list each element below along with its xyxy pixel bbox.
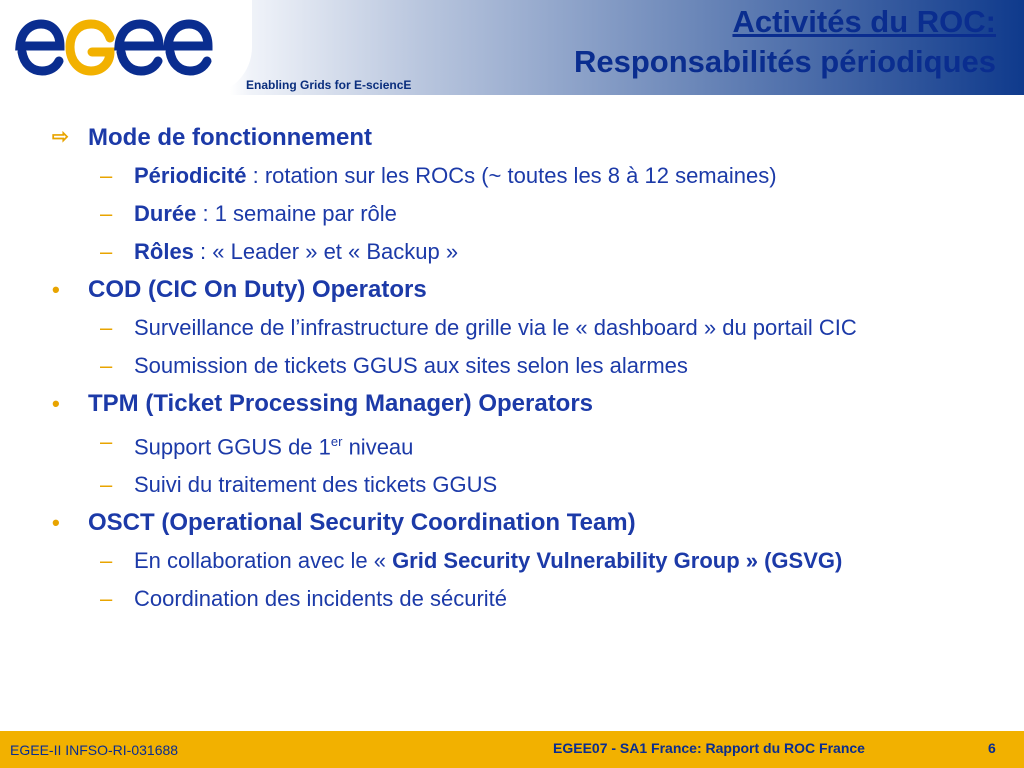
arrow-icon: ⇨ bbox=[52, 126, 69, 148]
dash-icon: – bbox=[100, 472, 113, 498]
list-item bbox=[50, 583, 990, 615]
page-title bbox=[574, 2, 996, 82]
dash-icon: – bbox=[100, 548, 113, 574]
item-text: Coordination des incidents de sécurité bbox=[134, 586, 508, 612]
dot-icon: • bbox=[52, 277, 60, 302]
item-text: : rotation sur les ROCs (~ toutes les 8 à 12 semaines) bbox=[246, 163, 777, 188]
item-text: En collaboration avec le « bbox=[134, 548, 393, 574]
footer-bar bbox=[0, 731, 1024, 768]
section-heading-text: TPM (Ticket Processing Manager) Operators bbox=[88, 390, 594, 417]
list-item bbox=[50, 426, 990, 463]
item-text: : 1 semaine par rôle bbox=[196, 201, 397, 226]
list-item bbox=[50, 198, 990, 230]
egee-logo bbox=[12, 18, 237, 78]
tagline: Enabling Grids for E-sciencE bbox=[246, 78, 412, 92]
dash-icon: – bbox=[100, 201, 113, 226]
logo-area bbox=[0, 0, 252, 95]
item-text: Support GGUS de 1 bbox=[134, 434, 331, 460]
list-item bbox=[50, 469, 990, 501]
item-text: Surveillance de l’infrastructure de grille via le « dashboard » du portail CIC bbox=[134, 315, 857, 340]
section-heading bbox=[50, 122, 990, 154]
dash-icon: – bbox=[100, 586, 113, 612]
item-text: Soumission de tickets GGUS aux sites selon les alarmes bbox=[134, 353, 688, 378]
item-label: Rôles bbox=[134, 239, 194, 264]
item-text: : « Leader » et « Backup » bbox=[193, 239, 459, 264]
section-heading bbox=[50, 388, 990, 420]
item-superscript: er bbox=[330, 434, 343, 449]
section-heading bbox=[50, 274, 990, 306]
page-number: 6 bbox=[988, 740, 996, 756]
section-heading-text: OSCT (Operational Security Coordination Team) bbox=[88, 509, 636, 537]
item-text-after: niveau bbox=[342, 434, 414, 460]
item-bold-text: Grid Security Vulnerability Group » (GSVG) bbox=[392, 548, 843, 574]
dash-icon: – bbox=[100, 315, 113, 340]
footer-presentation-title: EGEE07 - SA1 France: Rapport du ROC France bbox=[553, 740, 865, 756]
section-heading-text: COD (CIC On Duty) Operators bbox=[88, 276, 427, 303]
dash-icon: – bbox=[100, 239, 113, 264]
list-item bbox=[50, 236, 990, 268]
item-label: Durée bbox=[134, 201, 197, 226]
section-heading bbox=[50, 507, 990, 539]
list-item bbox=[50, 350, 990, 382]
dot-icon: • bbox=[52, 391, 60, 416]
list-item bbox=[50, 160, 990, 192]
item-label: Périodicité bbox=[134, 163, 247, 188]
title-line-1: Activités du ROC: bbox=[732, 4, 996, 39]
header-band bbox=[0, 0, 1024, 95]
title-line-2: Responsabilités périodiques bbox=[573, 44, 996, 79]
list-item bbox=[50, 545, 990, 577]
list-item bbox=[50, 312, 990, 344]
dot-icon: • bbox=[52, 510, 60, 536]
item-text: Suivi du traitement des tickets GGUS bbox=[134, 472, 498, 498]
slide-body bbox=[50, 116, 990, 615]
dash-icon: – bbox=[100, 429, 113, 454]
dash-icon: – bbox=[100, 353, 113, 378]
footer-project-id: EGEE-II INFSO-RI-031688 bbox=[10, 742, 179, 758]
dash-icon: – bbox=[100, 163, 113, 188]
section-heading-text: Mode de fonctionnement bbox=[88, 124, 372, 151]
